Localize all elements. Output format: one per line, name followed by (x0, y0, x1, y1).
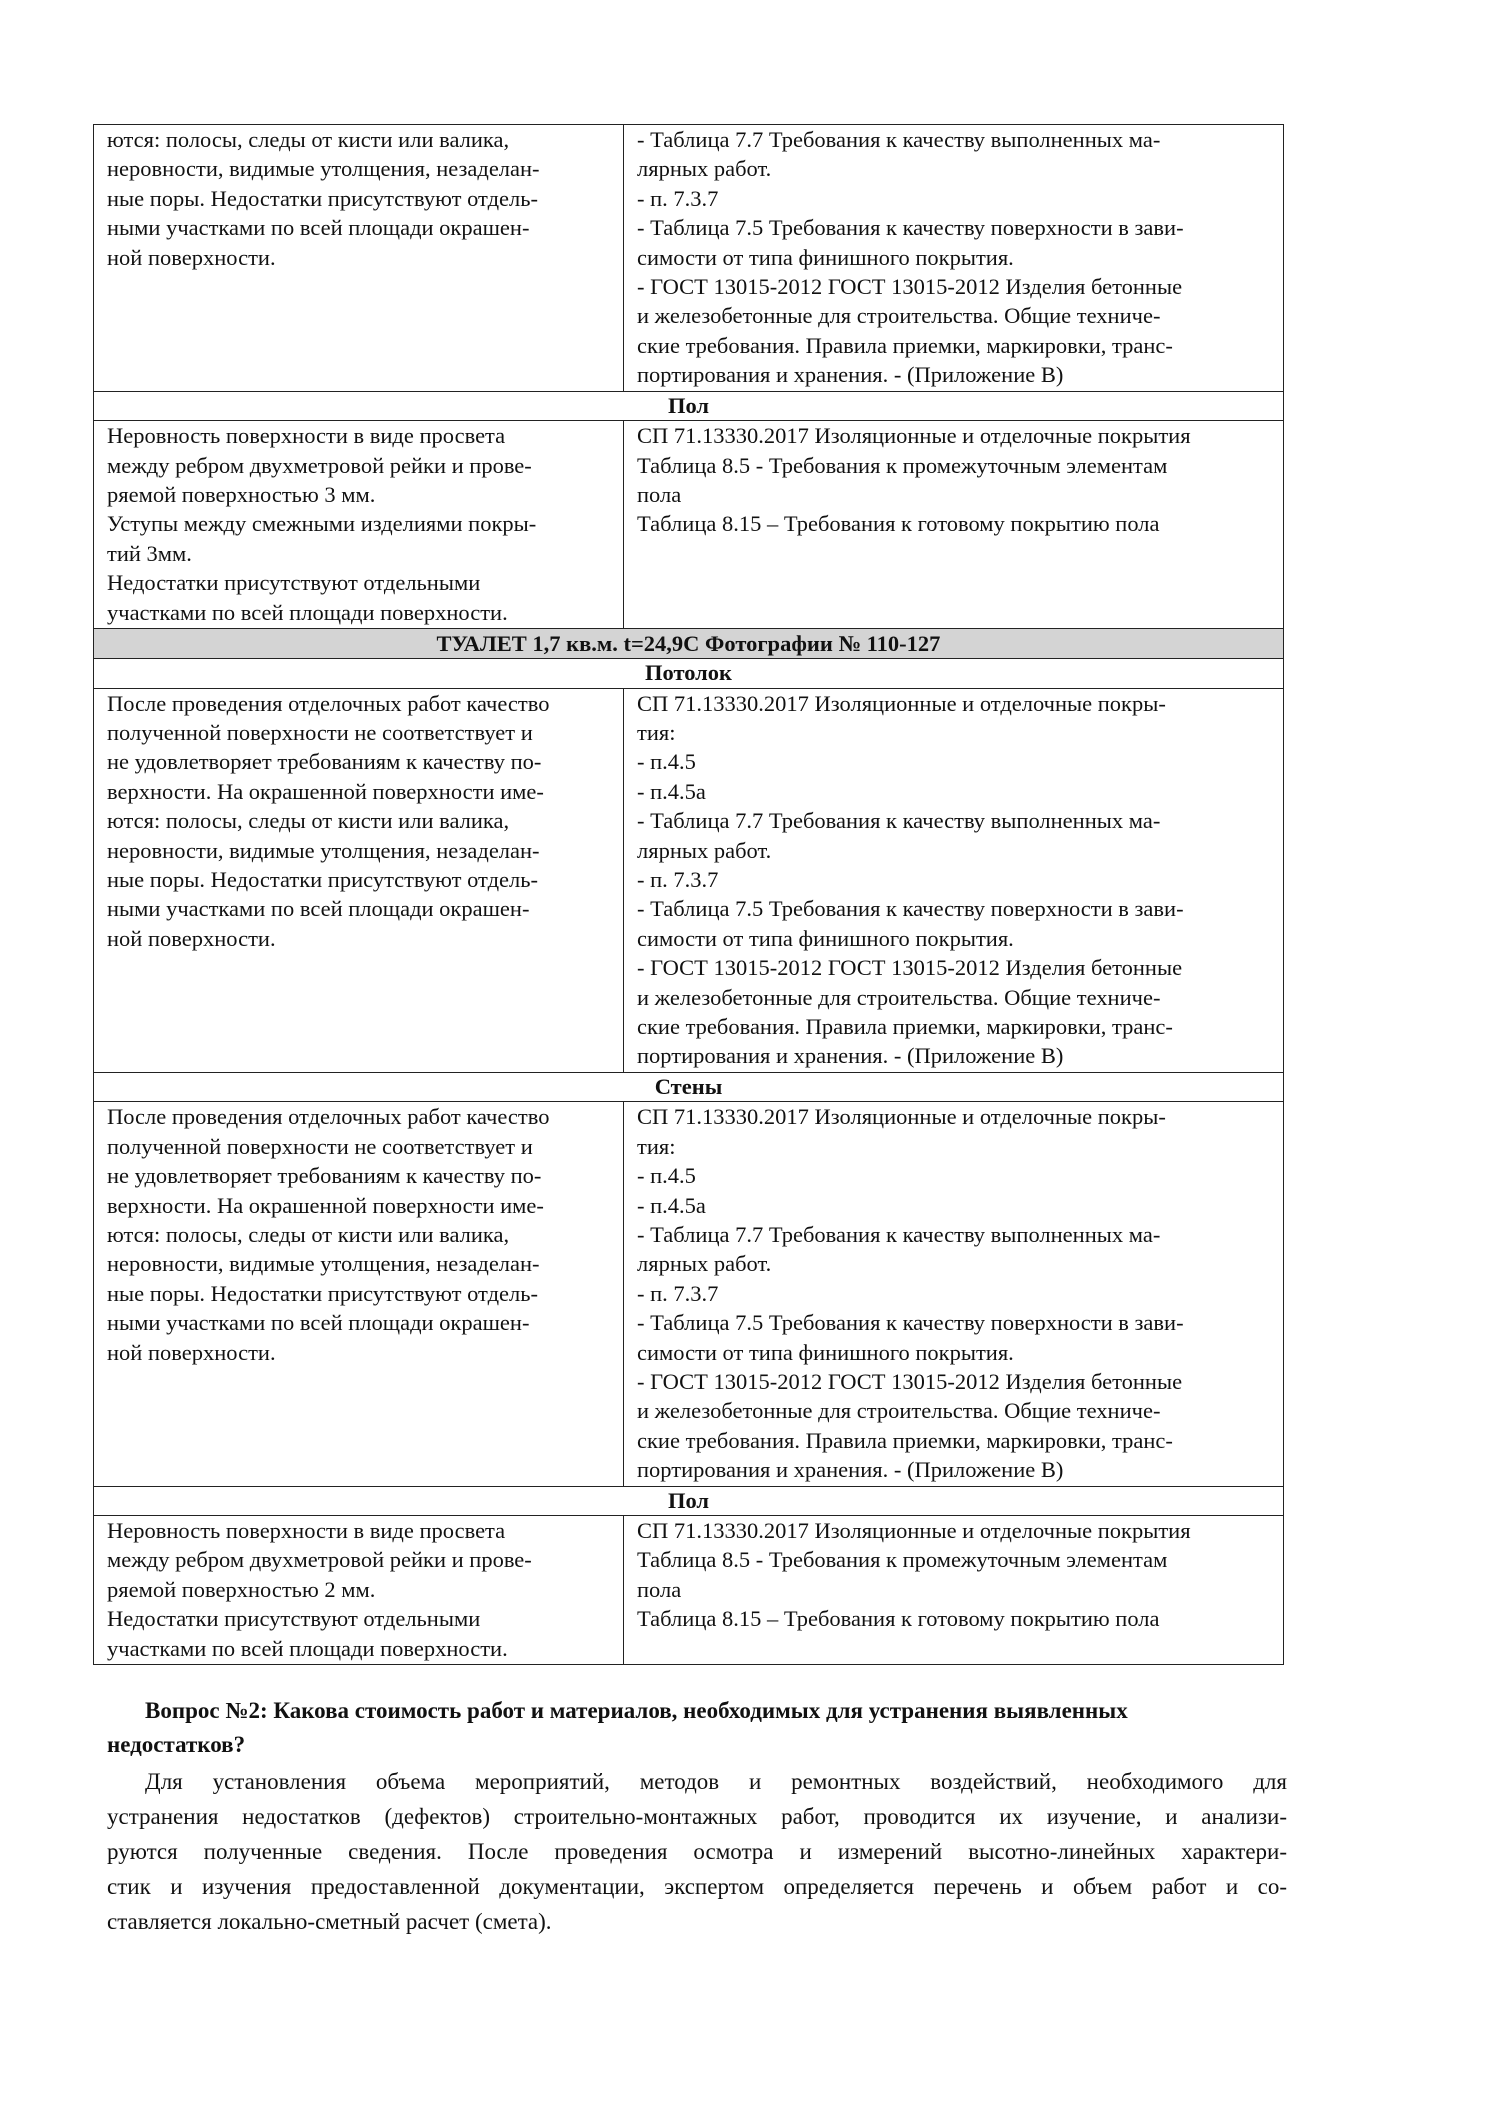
cell-text-line: Таблица 8.5 - Требования к промежуточным элементам (637, 452, 1168, 478)
defects-table (93, 124, 1284, 1665)
paragraph-line: руются полученные сведения. После проведения осмотра и измерений высотно-линейных характери- (107, 1839, 1287, 1864)
cell-text-line: не удовлетворяет требованиям к качеству по- (107, 1163, 542, 1189)
cell-text-line: тия: (637, 719, 676, 745)
cell-text-line: полученной поверхности не соответствует и (107, 1133, 533, 1159)
cell-text-line: ются: полосы, следы от кисти или валика, (107, 1221, 510, 1247)
cell-text-line: Недостатки присутствуют отдельными (107, 570, 481, 596)
cell-text-line: портирования и хранения. - (Приложение В) (637, 362, 1064, 388)
norms-cell (624, 688, 1284, 1072)
cell-text-line: - ГОСТ 13015-2012 ГОСТ 13015-2012 Изделия бетонные (637, 955, 1183, 981)
cell-text-line: ными участками по всей площади окрашен- (107, 896, 530, 922)
section-heading-row (94, 1072, 1284, 1102)
defect-description-cell (94, 1102, 624, 1486)
cell-text-line: Таблица 8.5 - Требования к промежуточным элементам (637, 1547, 1168, 1573)
table-row (94, 421, 1284, 629)
section-heading-row (94, 391, 1284, 421)
cell-text-line: - п. 7.3.7 (637, 185, 719, 211)
paragraph-line: стик и изучения предоставленной документации, экспертом определяется перечень и объем работ и со- (107, 1874, 1287, 1899)
section-heading-row (94, 659, 1284, 689)
question-line: Вопрос №2: Какова стоимость работ и материалов, необходимых для устранения выявленных (145, 1698, 1128, 1723)
paragraph-line: устранения недостатков (дефектов) строительно-монтажных работ, проводится их изучение, и анализи- (107, 1804, 1287, 1829)
cell-text-line: ются: полосы, следы от кисти или валика, (107, 127, 510, 152)
cell-text-line: Таблица 8.15 – Требования к готовому покрытию пола (637, 1606, 1160, 1632)
body-paragraph (107, 1764, 1287, 1939)
norms-cell (624, 125, 1284, 392)
cell-text-line: Уступы между смежными изделиями покры- (107, 511, 537, 537)
cell-text-line: и железобетонные для строительства. Общие техниче- (637, 303, 1161, 329)
room-heading: ТУАЛЕТ 1,7 кв.м. t=24,9С Фотографии № 110-127 (94, 629, 1284, 659)
cell-text-line: симости от типа финишного покрытия. (637, 1339, 1014, 1365)
cell-text-line: неровности, видимые утолщения, незаделан- (107, 1251, 540, 1277)
cell-text-line: - Таблица 7.7 Требования к качеству выполненных ма- (637, 127, 1161, 152)
cell-text-line: - Таблица 7.7 Требования к качеству выполненных ма- (637, 808, 1161, 834)
cell-text-line: ряемой поверхностью 2 мм. (107, 1576, 376, 1602)
cell-text-line: СП 71.13330.2017 Изоляционные и отделочные покры- (637, 690, 1166, 716)
cell-text-line: СП 71.13330.2017 Изоляционные и отделочные покры- (637, 1104, 1166, 1130)
cell-text-line: ские требования. Правила приемки, маркировки, транс- (637, 1013, 1173, 1039)
cell-text-line: неровности, видимые утолщения, незаделан- (107, 156, 540, 182)
cell-text-line: пола (637, 481, 682, 507)
cell-text-line: СП 71.13330.2017 Изоляционные и отделочные покрытия (637, 423, 1191, 449)
cell-text-line: участками по всей площади поверхности. (107, 1635, 508, 1661)
cell-text-line: и железобетонные для строительства. Общие техниче- (637, 984, 1161, 1010)
paragraph-line: ставляется локально-сметный расчет (смета). (107, 1909, 552, 1934)
section-heading-walls: Стены (94, 1072, 1284, 1102)
cell-text-line: Таблица 8.15 – Требования к готовому покрытию пола (637, 511, 1160, 537)
cell-text-line: - п.4.5а (637, 778, 706, 804)
cell-text-line: портирования и хранения. - (Приложение В) (637, 1457, 1064, 1483)
cell-text-line: Неровность поверхности в виде просвета (107, 423, 506, 449)
question-heading (107, 1694, 1287, 1762)
cell-text-line: После проведения отделочных работ качество (107, 690, 550, 716)
cell-text-line: - п. 7.3.7 (637, 1280, 719, 1306)
room-heading-row (94, 629, 1284, 659)
cell-text-line: верхности. На окрашенной поверхности име- (107, 778, 544, 804)
cell-text-line: симости от типа финишного покрытия. (637, 925, 1014, 951)
cell-text-line: ной поверхности. (107, 244, 276, 270)
cell-text-line: - п.4.5а (637, 1192, 706, 1218)
section-heading-floor: Пол (94, 1486, 1284, 1516)
cell-text-line: ные поры. Недостатки присутствуют отдель- (107, 185, 538, 211)
cell-text-line: ются: полосы, следы от кисти или валика, (107, 808, 510, 834)
cell-text-line: - ГОСТ 13015-2012 ГОСТ 13015-2012 Изделия бетонные (637, 274, 1183, 300)
norms-cell (624, 1516, 1284, 1665)
table-row (94, 1102, 1284, 1486)
cell-text-line: между ребром двухметровой рейки и прове- (107, 1547, 532, 1573)
cell-text-line: - Таблица 7.7 Требования к качеству выполненных ма- (637, 1221, 1161, 1247)
cell-text-line: ские требования. Правила приемки, маркировки, транс- (637, 1427, 1173, 1453)
norms-cell (624, 421, 1284, 629)
cell-text-line: ной поверхности. (107, 1339, 276, 1365)
cell-text-line: - п. 7.3.7 (637, 866, 719, 892)
cell-text-line: участками по всей площади поверхности. (107, 599, 508, 625)
cell-text-line: лярных работ. (637, 1251, 772, 1277)
cell-text-line: СП 71.13330.2017 Изоляционные и отделочные покрытия (637, 1518, 1191, 1544)
cell-text-line: верхности. На окрашенной поверхности име- (107, 1192, 544, 1218)
cell-text-line: ными участками по всей площади окрашен- (107, 1310, 530, 1336)
cell-text-line: ные поры. Недостатки присутствуют отдель- (107, 1280, 538, 1306)
cell-text-line: - ГОСТ 13015-2012 ГОСТ 13015-2012 Изделия бетонные (637, 1368, 1183, 1394)
cell-text-line: между ребром двухметровой рейки и прове- (107, 452, 532, 478)
cell-text-line: Неровность поверхности в виде просвета (107, 1518, 506, 1544)
cell-text-line: не удовлетворяет требованиям к качеству по- (107, 749, 542, 775)
cell-text-line: - п.4.5 (637, 749, 696, 775)
table-row (94, 688, 1284, 1072)
defect-description-cell (94, 125, 624, 392)
cell-text-line: лярных работ. (637, 837, 772, 863)
cell-text-line: симости от типа финишного покрытия. (637, 244, 1014, 270)
cell-text-line: - Таблица 7.5 Требования к качеству поверхности в зави- (637, 215, 1184, 241)
cell-text-line: После проведения отделочных работ качество (107, 1104, 550, 1130)
cell-text-line: ряемой поверхностью 3 мм. (107, 481, 376, 507)
section-heading-ceiling: Потолок (94, 659, 1284, 689)
cell-text-line: - Таблица 7.5 Требования к качеству поверхности в зави- (637, 1310, 1184, 1336)
cell-text-line: - п.4.5 (637, 1163, 696, 1189)
section-heading-floor: Пол (94, 391, 1284, 421)
defect-description-cell (94, 421, 624, 629)
cell-text-line: ными участками по всей площади окрашен- (107, 215, 530, 241)
cell-text-line: Недостатки присутствуют отдельными (107, 1606, 481, 1632)
question-line: недостатков? (107, 1732, 246, 1757)
cell-text-line: ские требования. Правила приемки, маркировки, транс- (637, 332, 1173, 358)
defect-description-cell (94, 688, 624, 1072)
cell-text-line: ной поверхности. (107, 925, 276, 951)
cell-text-line: тия: (637, 1133, 676, 1159)
defect-description-cell (94, 1516, 624, 1665)
table-row (94, 1516, 1284, 1665)
cell-text-line: лярных работ. (637, 156, 772, 182)
table-row (94, 125, 1284, 392)
cell-text-line: тий 3мм. (107, 540, 192, 566)
cell-text-line: и железобетонные для строительства. Общие техниче- (637, 1398, 1161, 1424)
cell-text-line: полученной поверхности не соответствует и (107, 719, 533, 745)
paragraph-line: Для установления объема мероприятий, методов и ремонтных воздействий, необходимого для (145, 1769, 1287, 1794)
norms-cell (624, 1102, 1284, 1486)
cell-text-line: неровности, видимые утолщения, незаделан- (107, 837, 540, 863)
cell-text-line: ные поры. Недостатки присутствуют отдель- (107, 866, 538, 892)
section-heading-row (94, 1486, 1284, 1516)
cell-text-line: - Таблица 7.5 Требования к качеству поверхности в зави- (637, 896, 1184, 922)
cell-text-line: портирования и хранения. - (Приложение В) (637, 1043, 1064, 1069)
cell-text-line: пола (637, 1576, 682, 1602)
